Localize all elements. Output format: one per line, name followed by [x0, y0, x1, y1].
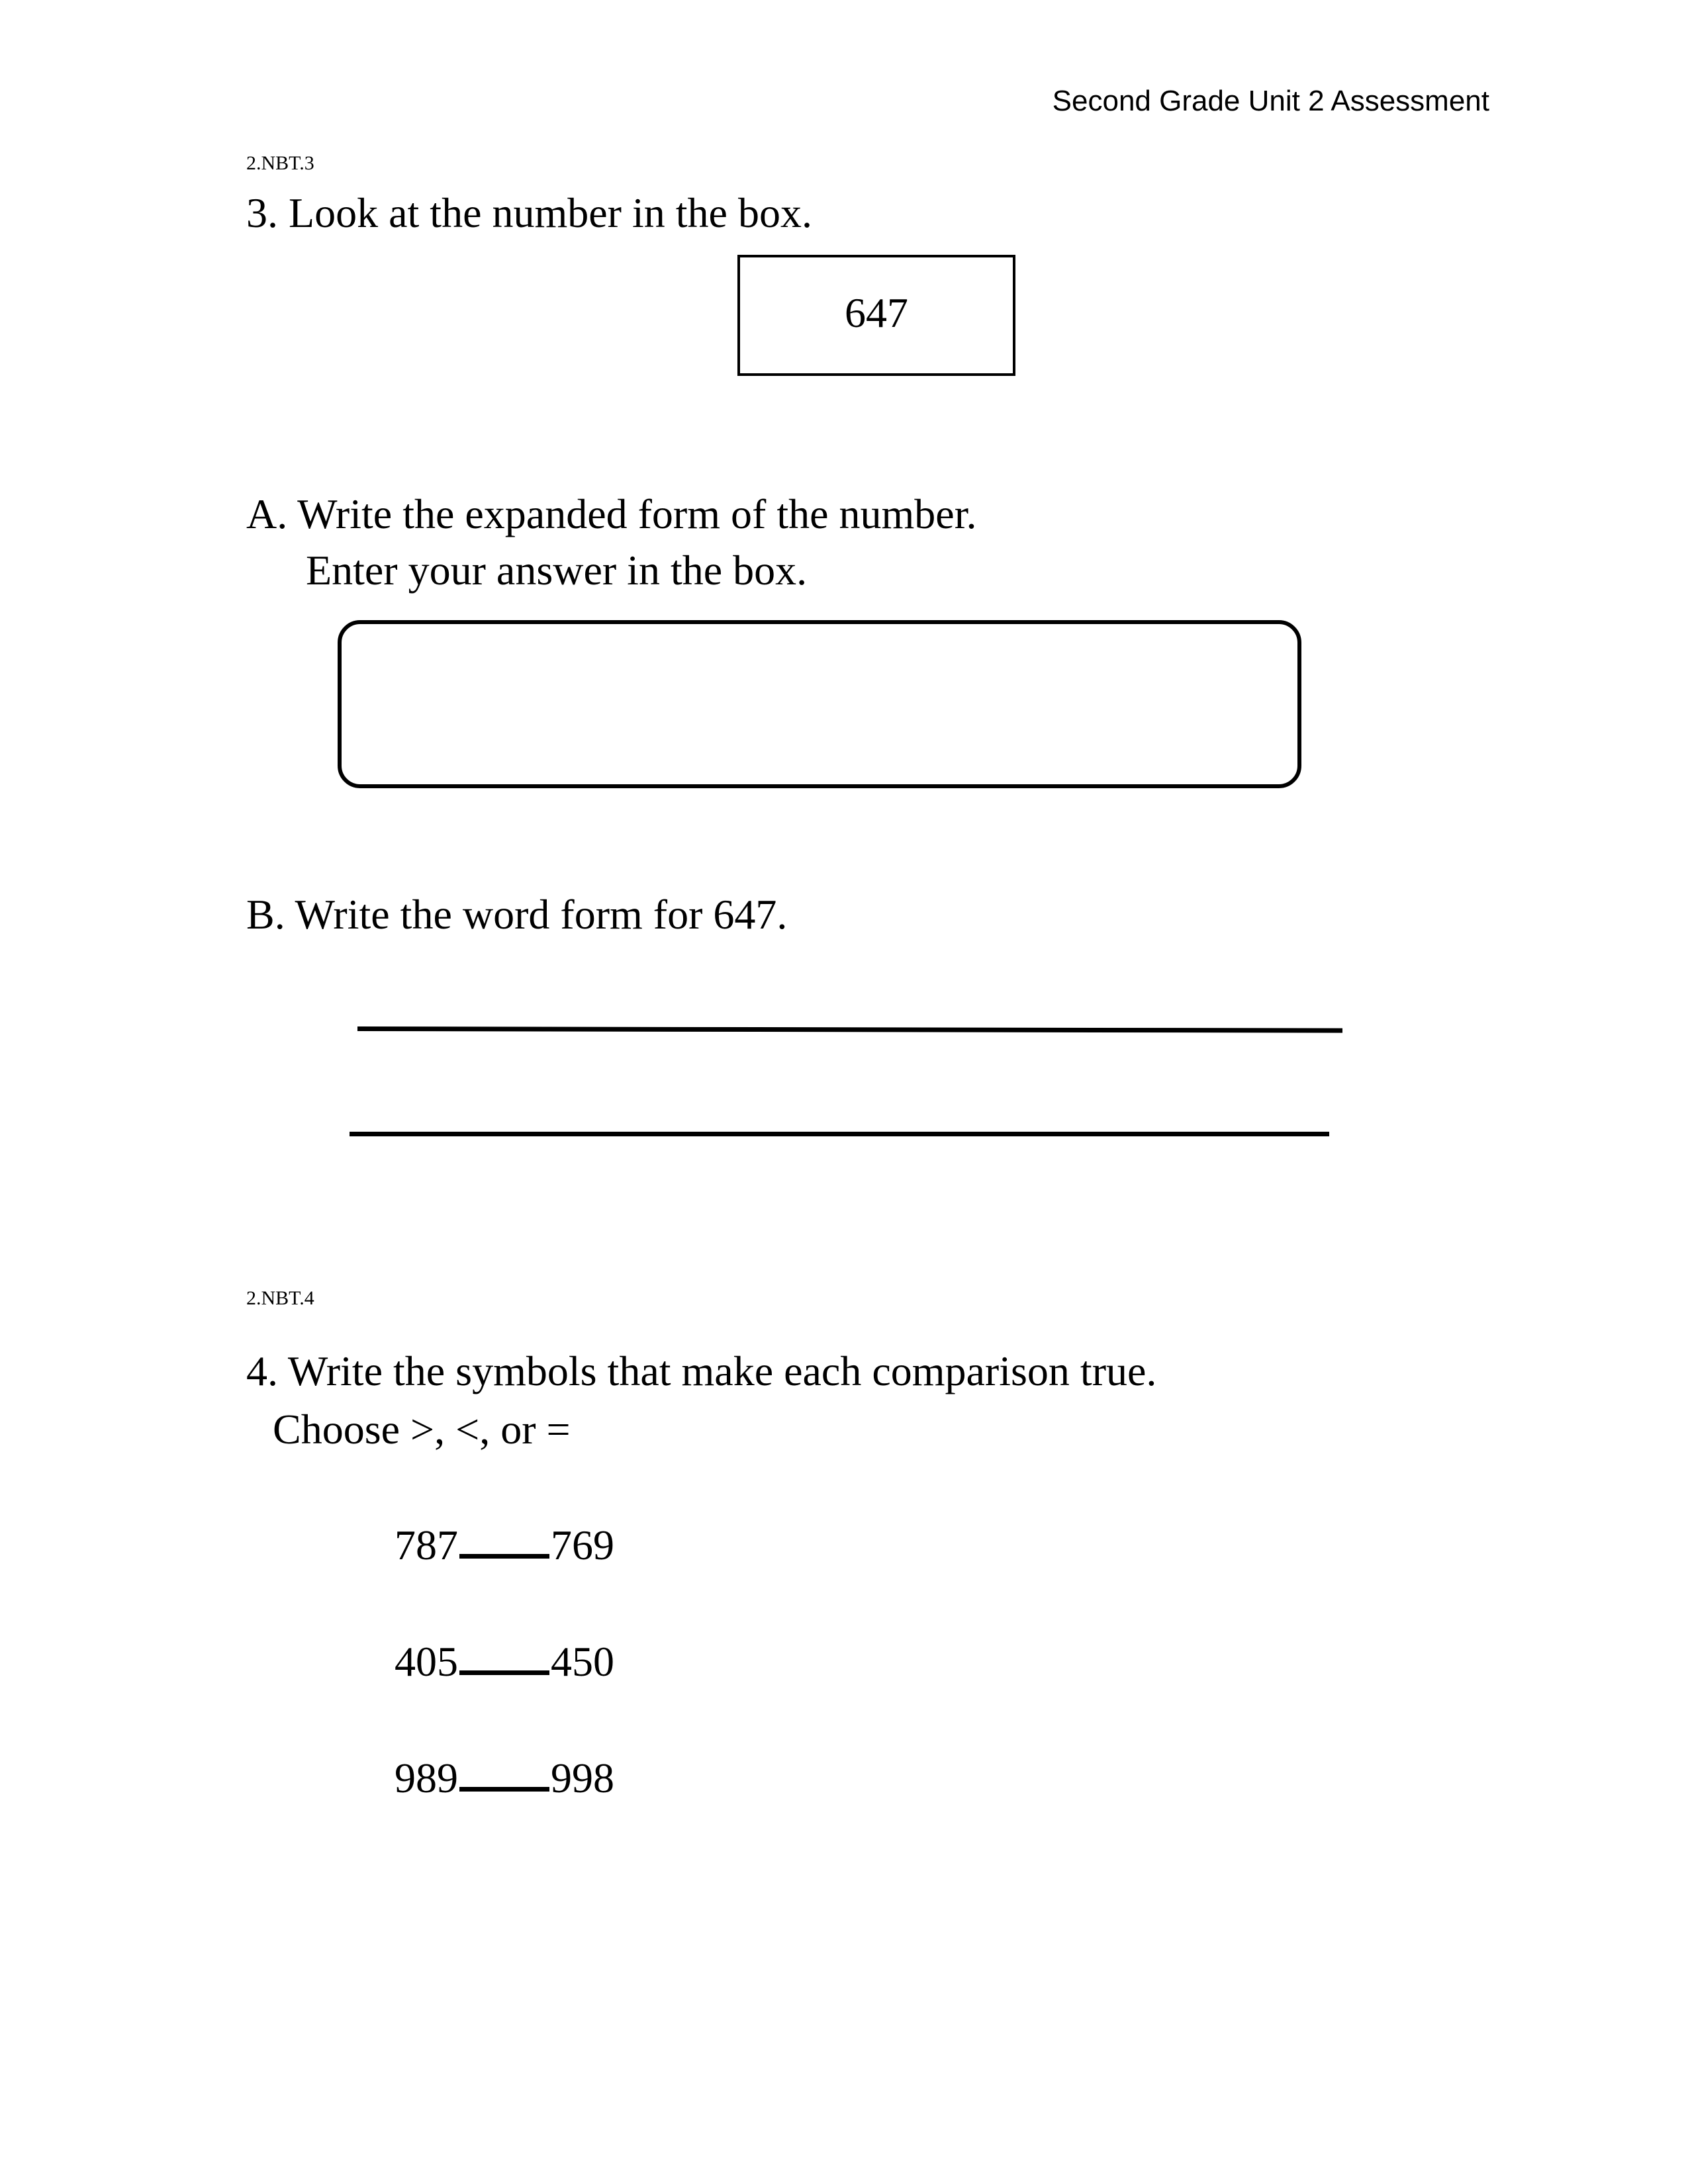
boxed-number: 647 — [845, 289, 908, 336]
standard-code-q4: 2.NBT.4 — [246, 1287, 314, 1309]
comparison-right-number: 998 — [551, 1754, 614, 1801]
comparison-blank[interactable] — [459, 1554, 549, 1559]
comparison-right-number: 450 — [551, 1638, 614, 1685]
comparison-row — [395, 1754, 614, 1801]
part-b-instruction: B. Write the word form for 647. — [246, 891, 788, 938]
question-4-instruction: Choose >, <, or = — [273, 1406, 571, 1453]
page-header-title: Second Grade Unit 2 Assessment — [1052, 85, 1489, 117]
word-form-answer-line-1[interactable] — [357, 1026, 1342, 1033]
part-a-subinstruction: Enter your answer in the box. — [306, 547, 808, 594]
comparison-blank[interactable] — [459, 1787, 549, 1792]
part-a-instruction: A. Write the expanded form of the number. — [246, 490, 977, 537]
standard-code-q3: 2.NBT.3 — [246, 152, 314, 174]
question-3-prompt: 3. Look at the number in the box. — [246, 189, 812, 236]
word-form-answer-line-2[interactable] — [350, 1132, 1329, 1136]
question-4-prompt: 4. Write the symbols that make each comparison true. — [246, 1347, 1157, 1394]
number-box — [737, 255, 1015, 376]
comparison-left-number: 405 — [395, 1638, 458, 1685]
comparison-row — [395, 1524, 614, 1567]
comparison-row — [395, 1638, 614, 1685]
comparison-left-number: 989 — [395, 1754, 458, 1801]
comparison-left-number: 787 — [395, 1522, 458, 1569]
comparison-right-number: 769 — [551, 1522, 614, 1569]
expanded-form-answer-box[interactable] — [338, 620, 1301, 788]
comparison-blank[interactable] — [459, 1670, 549, 1675]
